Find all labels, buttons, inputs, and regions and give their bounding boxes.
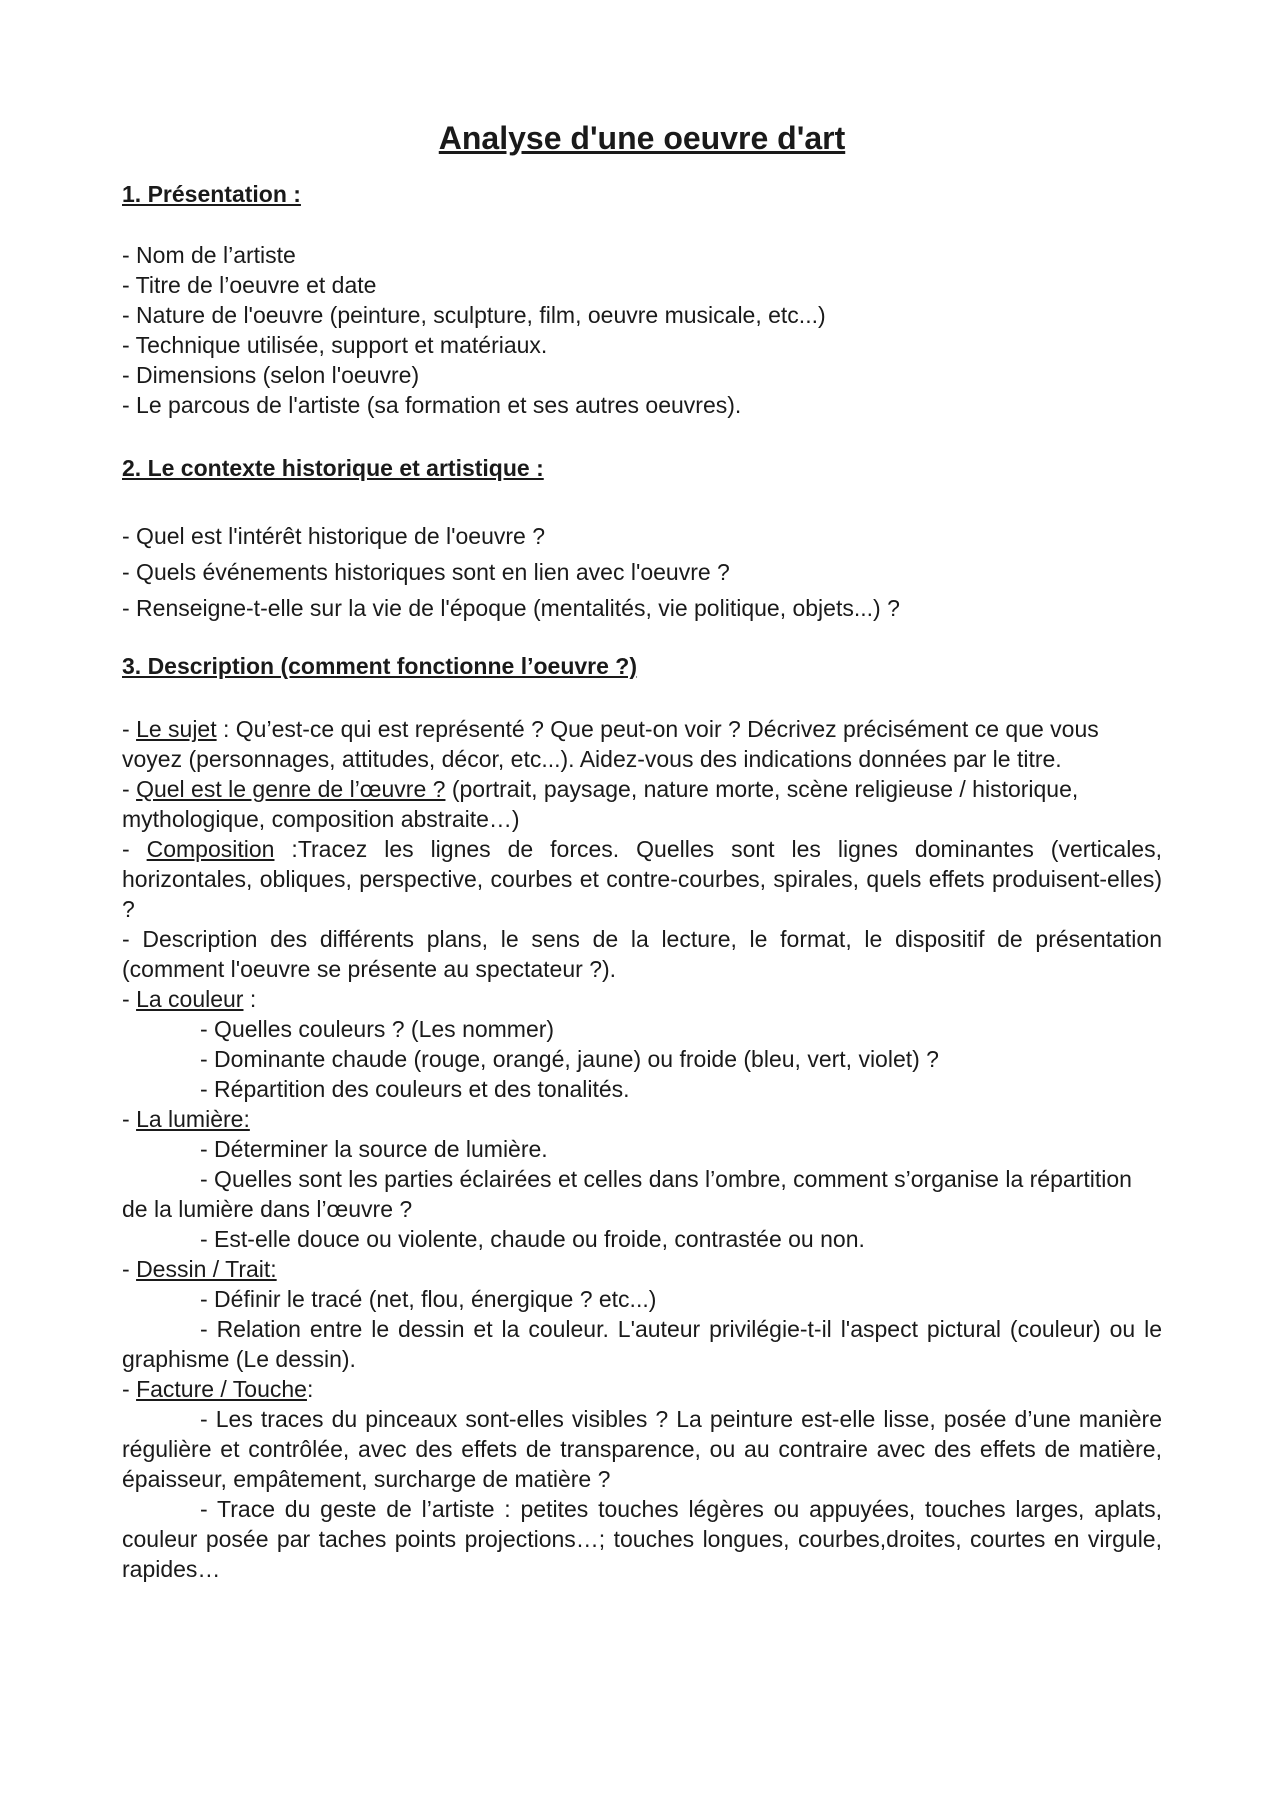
sujet-paragraph: - Le sujet : Qu’est-ce qui est représenté ? Que peut-on voir ? Décrivez précisément ce que vous voyez (personnages, attitudes, décor, etc...). Aidez-vous des indications données par le titre. <box>122 715 1099 772</box>
list-item: - Titre de l’oeuvre et date <box>122 271 377 298</box>
dessin-item: - Relation entre le dessin et la couleur. L'auteur privilégie-t-il l'aspect pictural (couleur) ou le graphisme (Le dessin). <box>122 1315 1162 1372</box>
composition-paragraph: - Composition :Tracez les lignes de forces. Quelles sont les lignes dominantes (verticales, horizontales, obliques, perspective, courbes et contre-courbes, spirales, quels effets produisent-elles) ? <box>122 835 1162 922</box>
section-3-heading: 3. Description (comment fonctionne l’oeuvre ?) <box>122 652 638 679</box>
list-item: - Technique utilisée, support et matériaux. <box>122 331 548 358</box>
list-item: - Dimensions (selon l'oeuvre) <box>122 361 420 388</box>
dessin-heading: - Dessin / Trait: <box>122 1255 277 1282</box>
lumiere-label: La lumière: <box>136 1105 250 1132</box>
couleur-label: La couleur <box>136 985 244 1012</box>
facture-item: - Les traces du pinceaux sont-elles visibles ? La peinture est-elle lisse, posée d’une manière régulière et contrôlée, avec des effets de transparence, ou au contraire avec des effets de matière, épaisseur, empâtement, surcharge de matière ? <box>122 1405 1162 1492</box>
section-3-body <box>122 714 1162 1584</box>
dessin-item: - Définir le tracé (net, flou, énergique ? etc...) <box>200 1285 657 1312</box>
section-2-heading: 2. Le contexte historique et artistique : <box>122 454 544 481</box>
document-title: Analyse d'une oeuvre d'art <box>438 120 846 156</box>
section-1-heading: 1. Présentation : <box>122 181 301 207</box>
lumiere-item: - Déterminer la source de lumière. <box>200 1135 548 1162</box>
document-page <box>122 118 1162 1584</box>
genre-label: Quel est le genre de l’œuvre ? <box>136 775 446 802</box>
dessin-label: Dessin / Trait: <box>136 1255 277 1282</box>
composition-label: Composition <box>146 835 275 862</box>
facture-heading: - Facture / Touche: <box>122 1375 314 1402</box>
section-1-list <box>122 240 1162 420</box>
list-item: - Nature de l'oeuvre (peinture, sculpture, film, oeuvre musicale, etc...) <box>122 301 826 328</box>
couleur-heading: - La couleur : <box>122 985 257 1012</box>
list-item: - Quel est l'intérêt historique de l'oeuvre ? <box>122 522 546 549</box>
couleur-item: - Dominante chaude (rouge, orangé, jaune) ou froide (bleu, vert, violet) ? <box>200 1045 939 1072</box>
genre-paragraph: - Quel est le genre de l’œuvre ? (portrait, paysage, nature morte, scène religieuse / historique, mythologique, composition abstraite…) <box>122 775 1079 832</box>
facture-item: - Trace du geste de l’artiste : petites touches légères ou appuyées, touches larges, aplats, couleur posée par taches points projections…; touches longues, courbes,droites, courtes en virgule, rapides… <box>122 1495 1162 1582</box>
list-item: - Renseigne-t-elle sur la vie de l'époque (mentalités, vie politique, objets...) ? <box>122 594 900 621</box>
facture-label: Facture / Touche <box>136 1375 307 1402</box>
list-item: - Quels événements historiques sont en lien avec l'oeuvre ? <box>122 558 730 585</box>
lumiere-item: - Est-elle douce ou violente, chaude ou froide, contrastée ou non. <box>200 1225 865 1252</box>
sujet-label: Le sujet <box>136 715 217 742</box>
plans-paragraph: - Description des différents plans, le sens de la lecture, le format, le dispositif de présentation (comment l'oeuvre se présente au spectateur ?). <box>122 925 1162 982</box>
lumiere-heading: - La lumière: <box>122 1105 250 1132</box>
section-2-list <box>122 518 1162 626</box>
couleur-item: - Quelles couleurs ? (Les nommer) <box>200 1015 555 1042</box>
list-item: - Le parcous de l'artiste (sa formation et ses autres oeuvres). <box>122 391 742 418</box>
lumiere-item: - Quelles sont les parties éclairées et celles dans l’ombre, comment s’organise la répartition de la lumière dans l’œuvre ? <box>122 1165 1132 1222</box>
couleur-item: - Répartition des couleurs et des tonalités. <box>200 1075 630 1102</box>
list-item: - Nom de l’artiste <box>122 241 296 268</box>
